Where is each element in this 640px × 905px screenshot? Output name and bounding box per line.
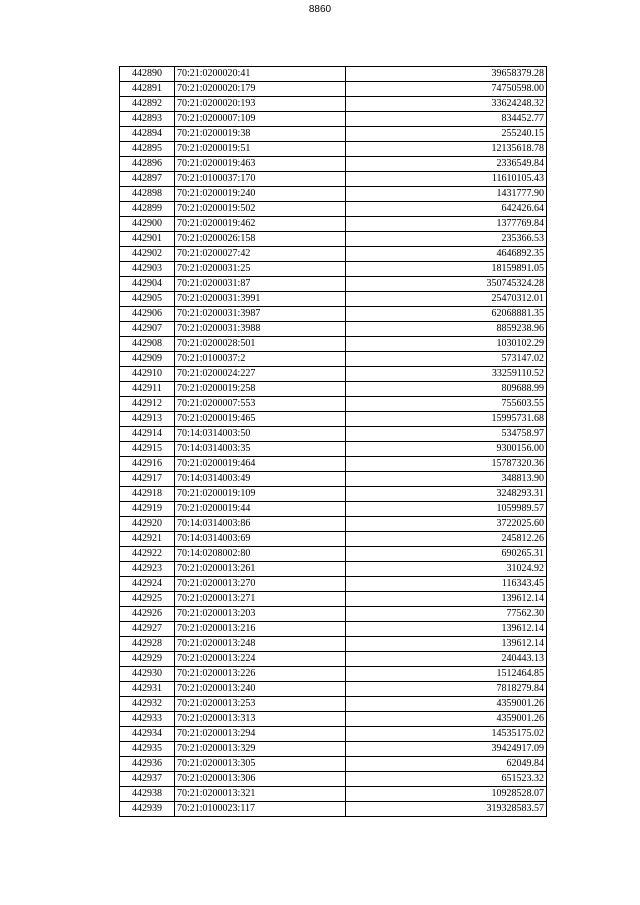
table-row [120, 157, 547, 172]
cadastral-number-cell: 70:21:0200019:38 [175, 127, 346, 142]
row-number-cell: 442908 [120, 337, 175, 352]
cadastral-number-cell: 70:21:0200013:203 [175, 607, 346, 622]
row-number-cell: 442900 [120, 217, 175, 232]
row-number-cell: 442930 [120, 667, 175, 682]
cadastral-value-cell: 31024.92 [346, 562, 547, 577]
cadastral-value-cell: 2336549.84 [346, 157, 547, 172]
table-row [120, 772, 547, 787]
cadastral-value-cell: 39658379.28 [346, 67, 547, 82]
cadastral-number-cell: 70:21:0200028:501 [175, 337, 346, 352]
row-number-cell: 442914 [120, 427, 175, 442]
cadastral-value-cell: 809688.99 [346, 382, 547, 397]
cadastral-value-cell: 1030102.29 [346, 337, 547, 352]
cadastral-number-cell: 70:21:0200031:3988 [175, 322, 346, 337]
row-number-cell: 442918 [120, 487, 175, 502]
row-number-cell: 442890 [120, 67, 175, 82]
table-row [120, 337, 547, 352]
cadastral-number-cell: 70:21:0200020:193 [175, 97, 346, 112]
cadastral-value-cell: 25470312.01 [346, 292, 547, 307]
row-number-cell: 442895 [120, 142, 175, 157]
table-row [120, 367, 547, 382]
cadastral-number-cell: 70:14:0314003:50 [175, 427, 346, 442]
cadastral-value-cell: 12135618.78 [346, 142, 547, 157]
cadastral-number-cell: 70:21:0200020:179 [175, 82, 346, 97]
row-number-cell: 442917 [120, 472, 175, 487]
table-row [120, 97, 547, 112]
row-number-cell: 442899 [120, 202, 175, 217]
cadastral-number-cell: 70:21:0200020:41 [175, 67, 346, 82]
row-number-cell: 442898 [120, 187, 175, 202]
table-row [120, 262, 547, 277]
cadastral-number-cell: 70:21:0200013:226 [175, 667, 346, 682]
table-row [120, 502, 547, 517]
table-row [120, 277, 547, 292]
table-row [120, 412, 547, 427]
table-row [120, 667, 547, 682]
row-number-cell: 442926 [120, 607, 175, 622]
cadastral-number-cell: 70:21:0200024:227 [175, 367, 346, 382]
cadastral-number-cell: 70:21:0200013:270 [175, 577, 346, 592]
table-row [120, 727, 547, 742]
row-number-cell: 442906 [120, 307, 175, 322]
row-number-cell: 442901 [120, 232, 175, 247]
cadastral-value-cell: 18159891.05 [346, 262, 547, 277]
table-row [120, 712, 547, 727]
cadastral-value-cell: 755603.55 [346, 397, 547, 412]
table-row [120, 457, 547, 472]
cadastral-number-cell: 70:21:0100023:117 [175, 802, 346, 817]
cadastral-value-cell: 1377769.84 [346, 217, 547, 232]
row-number-cell: 442924 [120, 577, 175, 592]
table-row [120, 382, 547, 397]
cadastral-number-cell: 70:21:0200019:51 [175, 142, 346, 157]
cadastral-value-cell: 3248293.31 [346, 487, 547, 502]
cadastral-number-cell: 70:21:0200013:329 [175, 742, 346, 757]
cadastral-value-cell: 690265.31 [346, 547, 547, 562]
table-row [120, 472, 547, 487]
row-number-cell: 442912 [120, 397, 175, 412]
cadastral-number-cell: 70:21:0200013:321 [175, 787, 346, 802]
cadastral-number-cell: 70:21:0200019:44 [175, 502, 346, 517]
cadastral-value-cell: 77562.30 [346, 607, 547, 622]
table-row [120, 577, 547, 592]
cadastral-number-cell: 70:21:0100037:2 [175, 352, 346, 367]
row-number-cell: 442896 [120, 157, 175, 172]
table-row [120, 802, 547, 817]
cadastral-value-cell: 7818279.84 [346, 682, 547, 697]
cadastral-value-cell: 651523.32 [346, 772, 547, 787]
row-number-cell: 442903 [120, 262, 175, 277]
row-number-cell: 442915 [120, 442, 175, 457]
table-row [120, 442, 547, 457]
table-row [120, 142, 547, 157]
table-row [120, 217, 547, 232]
cadastral-value-cell: 350745324.28 [346, 277, 547, 292]
row-number-cell: 442932 [120, 697, 175, 712]
row-number-cell: 442935 [120, 742, 175, 757]
cadastral-value-cell: 1512464.85 [346, 667, 547, 682]
cadastral-number-cell: 70:21:0200019:109 [175, 487, 346, 502]
cadastral-number-cell: 70:21:0200019:464 [175, 457, 346, 472]
cadastral-number-cell: 70:21:0200013:294 [175, 727, 346, 742]
row-number-cell: 442928 [120, 637, 175, 652]
cadastral-value-cell: 62049.84 [346, 757, 547, 772]
table-row [120, 187, 547, 202]
cadastral-value-cell: 4359001.26 [346, 712, 547, 727]
row-number-cell: 442933 [120, 712, 175, 727]
cadastral-value-cell: 834452.77 [346, 112, 547, 127]
table-row [120, 682, 547, 697]
row-number-cell: 442911 [120, 382, 175, 397]
cadastral-value-cell: 33259110.52 [346, 367, 547, 382]
cadastral-number-cell: 70:14:0314003:49 [175, 472, 346, 487]
cadastral-value-cell: 11610105.43 [346, 172, 547, 187]
table-row [120, 517, 547, 532]
table-row [120, 757, 547, 772]
table-row [120, 112, 547, 127]
table-row [120, 532, 547, 547]
table-row [120, 637, 547, 652]
cadastral-number-cell: 70:21:0200013:248 [175, 637, 346, 652]
table-row [120, 202, 547, 217]
cadastral-value-cell: 573147.02 [346, 352, 547, 367]
table-row [120, 622, 547, 637]
cadastral-number-cell: 70:21:0200019:463 [175, 157, 346, 172]
cadastral-value-cell: 10928528.07 [346, 787, 547, 802]
page-number: 8860 [308, 4, 332, 15]
cadastral-value-cell: 139612.14 [346, 637, 547, 652]
cadastral-number-cell: 70:21:0200019:502 [175, 202, 346, 217]
cadastral-number-cell: 70:21:0200013:224 [175, 652, 346, 667]
row-number-cell: 442925 [120, 592, 175, 607]
row-number-cell: 442938 [120, 787, 175, 802]
cadastral-number-cell: 70:21:0200013:261 [175, 562, 346, 577]
cadastral-value-cell: 534758.97 [346, 427, 547, 442]
row-number-cell: 442929 [120, 652, 175, 667]
table-row [120, 397, 547, 412]
cadastral-value-table [119, 66, 547, 817]
cadastral-value-cell: 319328583.57 [346, 802, 547, 817]
table-row [120, 697, 547, 712]
row-number-cell: 442893 [120, 112, 175, 127]
cadastral-number-cell: 70:21:0200031:87 [175, 277, 346, 292]
cadastral-value-cell: 4646892.35 [346, 247, 547, 262]
cadastral-value-cell: 3722025.60 [346, 517, 547, 532]
cadastral-value-cell: 255240.15 [346, 127, 547, 142]
row-number-cell: 442919 [120, 502, 175, 517]
cadastral-number-cell: 70:21:0200027:42 [175, 247, 346, 262]
table-row [120, 67, 547, 82]
row-number-cell: 442897 [120, 172, 175, 187]
row-number-cell: 442923 [120, 562, 175, 577]
table-row [120, 82, 547, 97]
cadastral-number-cell: 70:21:0200019:258 [175, 382, 346, 397]
cadastral-value-cell: 1431777.90 [346, 187, 547, 202]
cadastral-number-cell: 70:21:0200013:306 [175, 772, 346, 787]
cadastral-value-cell: 1059989.57 [346, 502, 547, 517]
cadastral-number-cell: 70:21:0200013:253 [175, 697, 346, 712]
cadastral-number-cell: 70:21:0200013:271 [175, 592, 346, 607]
cadastral-value-cell: 245812.26 [346, 532, 547, 547]
cadastral-value-cell: 14535175.02 [346, 727, 547, 742]
row-number-cell: 442921 [120, 532, 175, 547]
table-row [120, 562, 547, 577]
cadastral-value-cell: 9300156.00 [346, 442, 547, 457]
cadastral-value-cell: 642426.64 [346, 202, 547, 217]
row-number-cell: 442894 [120, 127, 175, 142]
cadastral-value-cell: 15787320.36 [346, 457, 547, 472]
cadastral-number-cell: 70:21:0200007:109 [175, 112, 346, 127]
cadastral-value-cell: 235366.53 [346, 232, 547, 247]
table-row [120, 232, 547, 247]
cadastral-number-cell: 70:14:0314003:86 [175, 517, 346, 532]
cadastral-value-cell: 74750598.00 [346, 82, 547, 97]
cadastral-number-cell: 70:21:0200007:553 [175, 397, 346, 412]
cadastral-number-cell: 70:21:0200013:313 [175, 712, 346, 727]
cadastral-number-cell: 70:21:0200031:3991 [175, 292, 346, 307]
cadastral-value-cell: 39424917.09 [346, 742, 547, 757]
table-row [120, 487, 547, 502]
row-number-cell: 442892 [120, 97, 175, 112]
table-row [120, 592, 547, 607]
cadastral-number-cell: 70:21:0200013:216 [175, 622, 346, 637]
row-number-cell: 442937 [120, 772, 175, 787]
row-number-cell: 442927 [120, 622, 175, 637]
cadastral-number-cell: 70:14:0208002:80 [175, 547, 346, 562]
row-number-cell: 442891 [120, 82, 175, 97]
row-number-cell: 442904 [120, 277, 175, 292]
row-number-cell: 442920 [120, 517, 175, 532]
cadastral-number-cell: 70:21:0200013:305 [175, 757, 346, 772]
cadastral-value-cell: 33624248.32 [346, 97, 547, 112]
row-number-cell: 442934 [120, 727, 175, 742]
cadastral-number-cell: 70:21:0200019:462 [175, 217, 346, 232]
table-row [120, 787, 547, 802]
cadastral-value-cell: 15995731.68 [346, 412, 547, 427]
cadastral-number-cell: 70:14:0314003:35 [175, 442, 346, 457]
row-number-cell: 442902 [120, 247, 175, 262]
cadastral-value-cell: 139612.14 [346, 592, 547, 607]
cadastral-number-cell: 70:21:0200026:158 [175, 232, 346, 247]
table-row [120, 322, 547, 337]
row-number-cell: 442916 [120, 457, 175, 472]
row-number-cell: 442909 [120, 352, 175, 367]
row-number-cell: 442931 [120, 682, 175, 697]
cadastral-number-cell: 70:21:0200031:3987 [175, 307, 346, 322]
table-row [120, 247, 547, 262]
table-row [120, 172, 547, 187]
row-number-cell: 442910 [120, 367, 175, 382]
table-row [120, 547, 547, 562]
cadastral-number-cell: 70:14:0314003:69 [175, 532, 346, 547]
table-row [120, 427, 547, 442]
cadastral-number-cell: 70:21:0200019:465 [175, 412, 346, 427]
cadastral-value-cell: 62068881.35 [346, 307, 547, 322]
table-row [120, 307, 547, 322]
cadastral-value-cell: 8859238.96 [346, 322, 547, 337]
cadastral-number-cell: 70:21:0200019:240 [175, 187, 346, 202]
cadastral-number-cell: 70:21:0200031:25 [175, 262, 346, 277]
cadastral-value-cell: 240443.13 [346, 652, 547, 667]
row-number-cell: 442905 [120, 292, 175, 307]
table-row [120, 352, 547, 367]
row-number-cell: 442913 [120, 412, 175, 427]
cadastral-value-cell: 4359001.26 [346, 697, 547, 712]
row-number-cell: 442939 [120, 802, 175, 817]
cadastral-value-cell: 139612.14 [346, 622, 547, 637]
table-row [120, 742, 547, 757]
row-number-cell: 442907 [120, 322, 175, 337]
table-row [120, 607, 547, 622]
cadastral-number-cell: 70:21:0200013:240 [175, 682, 346, 697]
table-row [120, 127, 547, 142]
table-row [120, 292, 547, 307]
row-number-cell: 442936 [120, 757, 175, 772]
table-body [120, 67, 547, 817]
cadastral-value-cell: 116343.45 [346, 577, 547, 592]
table-row [120, 652, 547, 667]
cadastral-value-cell: 348813.90 [346, 472, 547, 487]
cadastral-number-cell: 70:21:0100037:170 [175, 172, 346, 187]
row-number-cell: 442922 [120, 547, 175, 562]
